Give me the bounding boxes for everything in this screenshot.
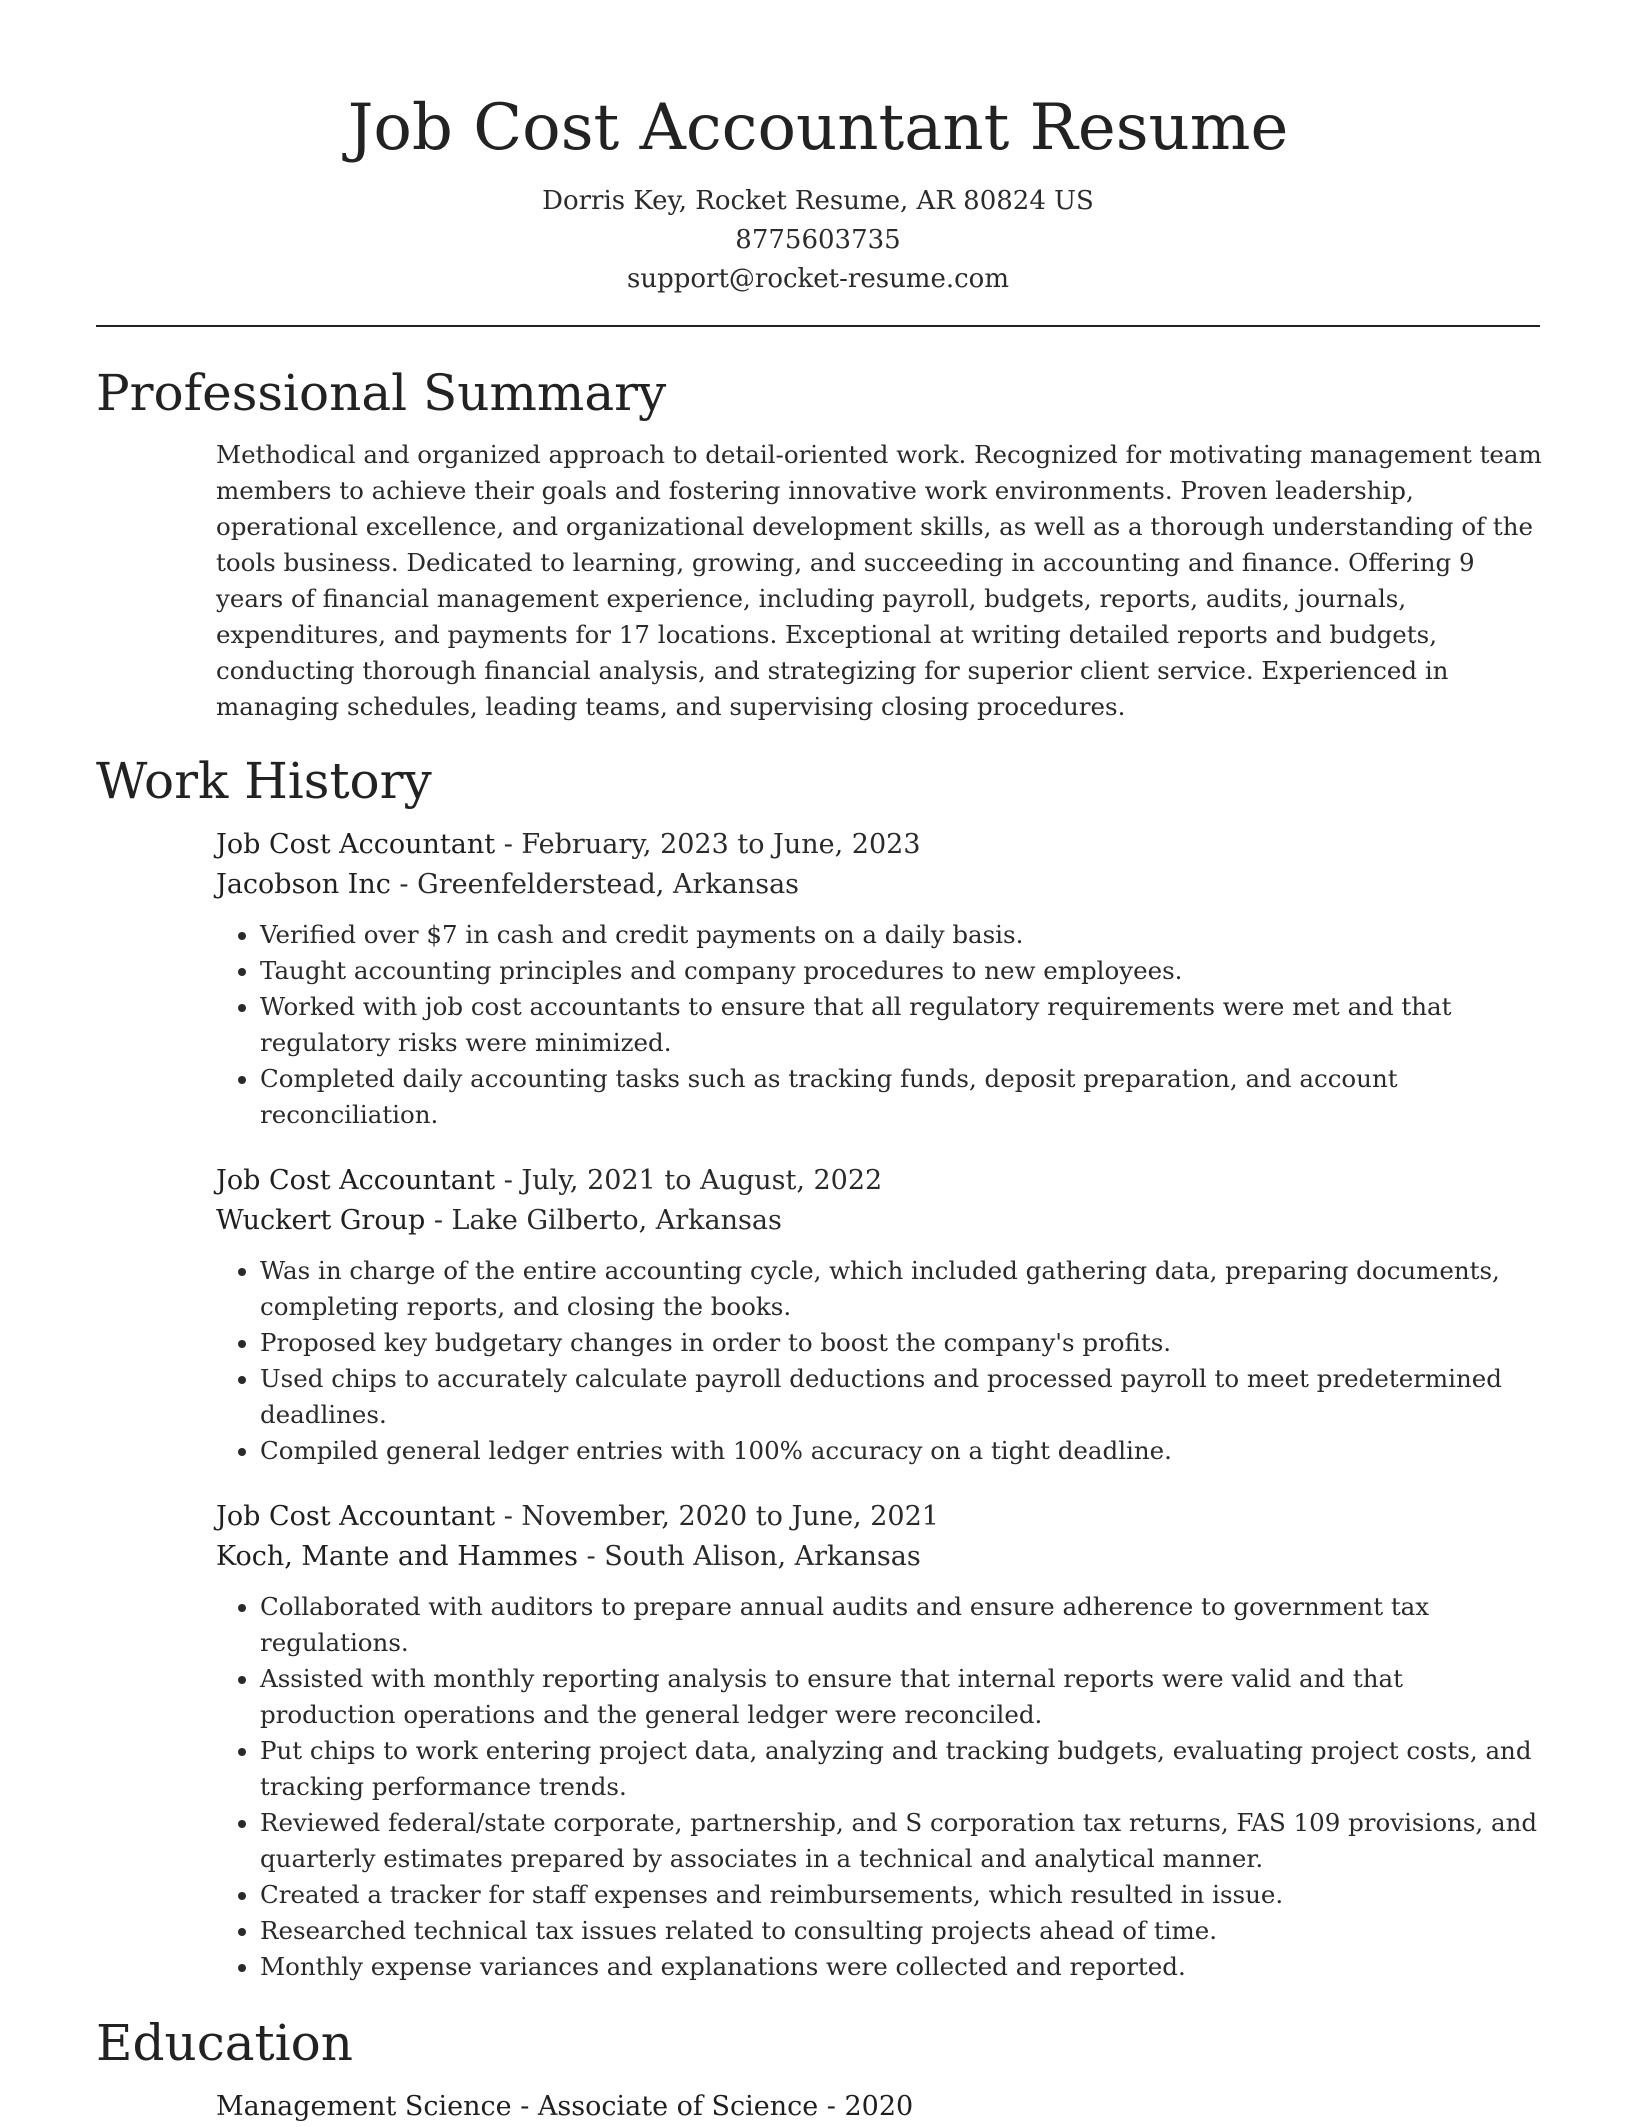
resume-header <box>96 0 1540 299</box>
job-location: - South Alison, Arkansas <box>577 1541 921 1572</box>
job-title: Job Cost Accountant <box>216 829 496 860</box>
contact-email: support@rocket-resume.com <box>626 264 1009 294</box>
job-bullet: • Created a tracker for staff expenses and reimbursements, which resulted in issue. <box>260 1877 1540 1913</box>
job-dates: - February, 2023 to June, 2023 <box>495 829 921 860</box>
job-company-line <box>216 1201 1540 1241</box>
summary-heading: Professional Summary <box>96 364 667 422</box>
job-bullet: • Completed daily accounting tasks such as tracking funds, deposit preparation, and account reconciliation. <box>260 1061 1540 1133</box>
resume-title: Job Cost Accountant Resume <box>347 91 1289 165</box>
job-bullet: • Compiled general ledger entries with 100% accuracy on a tight deadline. <box>260 1433 1540 1469</box>
job-entry-1 <box>216 825 1540 1133</box>
job-company-line <box>216 865 1540 905</box>
job-bullet: • Researched technical tax issues related to consulting projects ahead of time. <box>260 1913 1540 1949</box>
job-company: Wuckert Group <box>216 1205 426 1236</box>
job-title-line <box>216 825 1540 865</box>
resume-page <box>96 0 1540 2127</box>
contact-block <box>96 182 1540 299</box>
summary-content <box>216 437 1540 725</box>
job-location: - Lake Gilberto, Arkansas <box>425 1205 782 1236</box>
job-title-line <box>216 1497 1540 1537</box>
job-entry-2 <box>216 1161 1540 1469</box>
summary-section <box>96 363 1540 725</box>
job-bullet: • Taught accounting principles and company procedures to new employees. <box>260 953 1540 989</box>
education-entry: Management Science - Associate of Science - 2020 <box>216 2091 914 2122</box>
job-title: Job Cost Accountant <box>216 1501 496 1532</box>
job-title-line <box>216 1161 1540 1201</box>
job-dates: - July, 2021 to August, 2022 <box>495 1165 883 1196</box>
job-bullet: • Worked with job cost accountants to ensure that all regulatory requirements were met and that regulatory risks were minimized. <box>260 989 1540 1061</box>
job-location: - Greenfelderstead, Arkansas <box>390 869 800 900</box>
job-bullet: • Verified over $7 in cash and credit payments on a daily basis. <box>260 917 1540 953</box>
job-bullet: • Put chips to work entering project data, analyzing and tracking budgets, evaluating project costs, and tracking performance trends. <box>260 1733 1540 1805</box>
job-bullet: • Monthly expense variances and explanations were collected and reported. <box>260 1949 1540 1985</box>
contact-phone: 8775603735 <box>735 225 901 255</box>
education-content <box>216 2087 1540 2127</box>
job-bullet: • Was in charge of the entire accounting cycle, which included gathering data, preparing documents, completing reports, and closing the books. <box>260 1253 1540 1325</box>
job-company: Koch, Mante and Hammes <box>216 1541 578 1572</box>
job-bullets <box>216 917 1540 1133</box>
work-history-content <box>216 825 1540 1985</box>
job-company-line <box>216 1537 1540 1577</box>
job-bullet: • Collaborated with auditors to prepare annual audits and ensure adherence to government tax regulations. <box>260 1589 1540 1661</box>
job-bullet: • Assisted with monthly reporting analysis to ensure that internal reports were valid and that production operations and the general ledger were reconciled. <box>260 1661 1540 1733</box>
job-company: Jacobson Inc <box>216 869 391 900</box>
job-bullets <box>216 1253 1540 1469</box>
job-bullet: • Used chips to accurately calculate payroll deductions and processed payroll to meet predetermined deadlines. <box>260 1361 1540 1433</box>
education-section <box>96 2013 1540 2127</box>
job-entry-3 <box>216 1497 1540 1985</box>
contact-address: Dorris Key, Rocket Resume, AR 80824 US <box>542 186 1094 216</box>
work-history-heading: Work History <box>96 752 432 810</box>
job-bullet: • Reviewed federal/state corporate, partnership, and S corporation tax returns, FAS 109 provisions, and quarterly estimates prepared by associates in a technical and analytical manner. <box>260 1805 1540 1877</box>
work-history-section <box>96 751 1540 1985</box>
summary-text: Methodical and organized approach to detail-oriented work. Recognized for motivating management team members to achieve their goals and fostering innovative work environments. Proven leadership, operational excellence, and organizational development skills, as well as a thorough understanding of the tools business. Dedicated to learning, growing, and succeeding in accounting and finance. Offering 9 years of financial management experience, including payroll, budgets, reports, audits, journals, expenditures, and payments for 17 locations. Exceptional at writing detailed reports and budgets, conducting thorough financial analysis, and strategizing for superior client service. Experienced in managing schedules, leading teams, and supervising closing procedures. <box>216 440 1542 721</box>
job-bullet: • Proposed key budgetary changes in order to boost the company's profits. <box>260 1325 1540 1361</box>
job-bullets <box>216 1589 1540 1985</box>
header-divider <box>96 325 1540 327</box>
job-title: Job Cost Accountant <box>216 1165 496 1196</box>
job-dates: - November, 2020 to June, 2021 <box>495 1501 939 1532</box>
education-heading: Education <box>96 2014 353 2072</box>
